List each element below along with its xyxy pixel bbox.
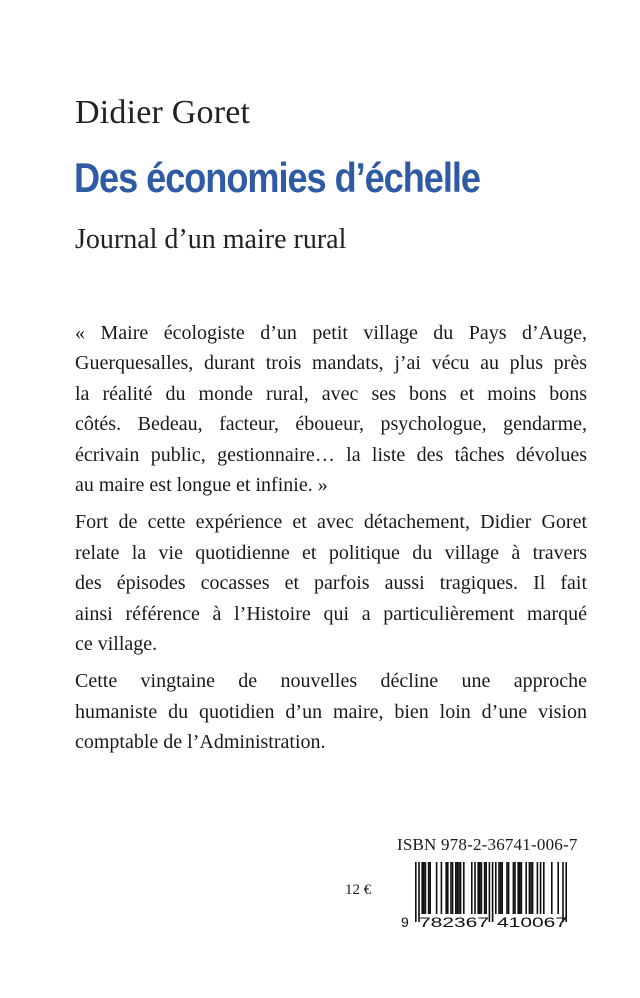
barcode-bar <box>447 862 449 914</box>
barcode-bar <box>540 862 542 914</box>
barcode-left-digits: 782367 <box>419 914 490 930</box>
barcode-bar <box>436 862 438 914</box>
barcode-bar <box>425 862 427 914</box>
barcode-bar <box>455 862 457 914</box>
barcode-bar <box>481 862 483 914</box>
barcode-bar <box>495 862 497 914</box>
blurb-line: des épisodes cocasses et parfois aussi tragiques. Il fait <box>75 572 587 595</box>
barcode-bar <box>565 862 567 922</box>
barcode-bar <box>532 862 534 914</box>
blurb-line: ce village. <box>75 633 158 656</box>
blurb-line: humaniste du quotidien d’un maire, bien loin d’une vision <box>75 700 587 723</box>
barcode-bar <box>508 862 510 914</box>
barcode-bar <box>428 862 430 914</box>
barcode-bar <box>537 862 539 914</box>
barcode-bar <box>474 862 476 914</box>
barcode-bar <box>457 862 459 914</box>
barcode-bar <box>498 862 500 914</box>
blurb-line: ainsi référence à l’Histoire qui a particulièrement marqué <box>75 602 587 625</box>
blurb-line: côtés. Bedeau, facteur, éboueur, psychologue, gendarme, <box>75 413 587 436</box>
price-label: 12 € <box>345 882 372 898</box>
barcode-bar <box>479 862 481 914</box>
barcode-bar <box>517 862 519 914</box>
barcode-first-digit: 9 <box>401 914 409 930</box>
barcode-bar <box>506 862 508 914</box>
barcode-bar <box>514 862 516 914</box>
barcode-bars <box>415 862 567 922</box>
barcode-bar <box>521 862 523 914</box>
blurb-paragraph-summary <box>75 507 587 659</box>
barcode-graphic <box>400 862 582 930</box>
barcode <box>400 862 582 935</box>
author-name: Didier Goret <box>75 94 251 131</box>
blurb-line: Fort de cette expérience et avec détachement, Didier Goret <box>75 511 587 534</box>
barcode-bar <box>519 862 521 914</box>
barcode-bar <box>551 862 553 914</box>
barcode-bar <box>489 862 491 922</box>
barcode-bar <box>500 862 502 914</box>
barcode-bar <box>557 862 559 914</box>
back-cover-blurb <box>75 318 587 765</box>
barcode-bar <box>484 862 486 914</box>
barcode-bar <box>562 862 564 922</box>
barcode-bar <box>429 862 431 914</box>
blurb-line: au maire est longue et infinie. » <box>75 474 328 497</box>
blurb-line: Guerquesalles, durant trois mandats, j’ai vécu au plus près <box>75 352 587 375</box>
blurb-line: écrivain public, gestionnaire… la liste des tâches dévolues <box>75 443 587 466</box>
barcode-bar <box>501 862 503 914</box>
barcode-bar <box>418 862 420 922</box>
barcode-bar <box>450 862 452 914</box>
barcode-bar <box>460 862 462 914</box>
barcode-bar <box>463 862 465 914</box>
blurb-paragraph-quote <box>75 318 587 500</box>
blurb-line: « Maire écologiste d’un petit village du Pays d’Auge, <box>75 322 587 344</box>
barcode-bar <box>458 862 460 914</box>
barcode-bar <box>471 862 473 914</box>
barcode-bar <box>492 862 494 922</box>
barcode-bar <box>513 862 515 914</box>
book-title: Des économies d’échelle <box>74 154 480 201</box>
barcode-bar <box>445 862 447 914</box>
barcode-bar <box>423 862 425 914</box>
barcode-bar <box>525 862 527 914</box>
barcode-bar <box>421 862 423 914</box>
blurb-line: Cette vingtaine de nouvelles décline une approche <box>75 670 587 693</box>
barcode-right-digits: 410067 <box>497 914 568 930</box>
barcode-bar <box>530 862 532 914</box>
barcode-bar <box>452 862 454 914</box>
barcode-bar <box>441 862 443 914</box>
blurb-line: comptable de l’Administration. <box>75 731 326 754</box>
barcode-bar <box>529 862 531 914</box>
isbn-label: ISBN 978-2-36741-006-7 <box>397 835 578 854</box>
barcode-bar <box>415 862 417 922</box>
book-subtitle: Journal d’un maire rural <box>75 224 347 255</box>
blurb-line: relate la vie quotidienne et politique du village à travers <box>75 541 587 564</box>
blurb-line: la réalité du monde rural, avec ses bons et moins bons <box>75 382 587 405</box>
barcode-bar <box>477 862 479 914</box>
barcode-bar <box>485 862 487 914</box>
blurb-paragraph-closing <box>75 666 587 757</box>
barcode-bar <box>543 862 545 914</box>
